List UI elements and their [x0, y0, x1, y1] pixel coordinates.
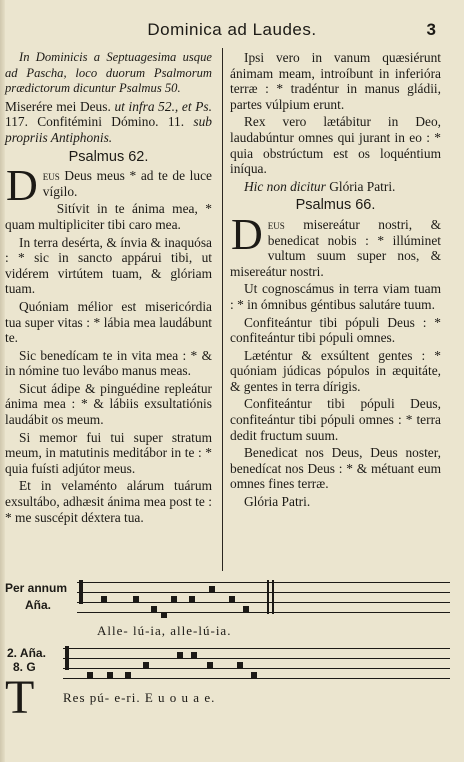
staff-line [63, 648, 450, 649]
psalm-verse: Confiteántur tibi pópuli Deus : * confiteántur tibi pópuli omnes. [230, 314, 441, 346]
rubric-ref: ut infra 52., et [114, 98, 192, 114]
gloria-rubric: Hic non dicitur [244, 178, 326, 194]
psalm-verse: In terra desérta, & ínvia & inaquósa : * sic in sancto appárui tibi, ut vidérem virtútem tuam, & glóriam tuam. [5, 234, 212, 297]
antiphon-label: Per annum [5, 581, 68, 595]
chant-note [237, 662, 243, 668]
chant-note [251, 672, 257, 678]
staff-line [63, 658, 450, 659]
psalm-verse: Si memor fui tui super stratum meum, in matutinis meditábor in te : * quia fuísti adjútor meus. [5, 429, 212, 476]
psalm-verse: Glória Patri. [244, 494, 311, 510]
psalm-verse: Confiteántur tibi pópuli Deus, confiteántur tibi pópuli omnes : * terra dedit fructum suum. [230, 396, 441, 443]
column-divider [222, 48, 223, 571]
left-column [5, 50, 212, 527]
chant-note [87, 672, 93, 678]
first-word-smallcaps: eus [267, 216, 285, 232]
chant-note [177, 652, 183, 658]
chant-note [229, 596, 235, 602]
chant-note [161, 612, 167, 618]
chant-note [133, 596, 139, 602]
chant-lyrics: Res pú- e-ri. E u o u a e. [63, 690, 216, 705]
staff-line [77, 592, 450, 593]
first-word-smallcaps: eus [42, 168, 60, 184]
chant-note [143, 662, 149, 668]
rubric-antiphon-note: sub propriis Antiphonis. [5, 114, 212, 145]
gloria-text: Glória Patri. [329, 178, 396, 194]
staff-line [63, 668, 450, 669]
clef-mark [65, 646, 69, 670]
chant-note [189, 596, 195, 602]
chant-note [243, 606, 249, 612]
psalm-verse: Læténtur & exsúltent gentes : * quóniam júdicas pópulos in æquitáte, & gentes in terra dírigis. [230, 347, 441, 394]
drop-cap-initial: D [231, 209, 263, 259]
bar-line [267, 580, 269, 614]
chant-note [191, 652, 197, 658]
antiphon-number: 2. Aña. [7, 646, 46, 660]
chant-note [101, 596, 107, 602]
psalm-verse: Sitívit in te ánima mea, * quam multipliciter tibi caro mea. [5, 201, 212, 232]
drop-cap-initial: D [6, 161, 38, 211]
psalm-66-first-verse [230, 209, 441, 279]
psalm-verse: Ut cognoscámus in terra viam tuam : * in ómnibus géntibus salutáre tuum. [230, 281, 441, 312]
chant-initial: T [5, 671, 35, 724]
psalm-verse: Quóniam mélior est misericórdia tua super vitas : * lábia mea laudábunt te. [5, 298, 212, 346]
chant-notation [5, 578, 450, 724]
psalm-62-first-verse [5, 161, 212, 211]
right-column [230, 50, 441, 512]
psalm-verse: Ipsi vero in vanum quæsiérunt ánimam meam, introíbunt in inferióra terræ : * tradéntur in manus gládii, partes vúlpium erunt. [230, 50, 441, 112]
mode-label: 8. G [13, 660, 36, 674]
chant-note [125, 672, 131, 678]
rubric-ps: Ps. [195, 98, 212, 114]
chant-note [107, 672, 113, 678]
page-title: Dominica ad Laudes. [147, 20, 317, 39]
psalm-50-incipit: Miserére mei Deus. [5, 98, 111, 114]
staff-line [77, 602, 450, 603]
page-header [0, 20, 464, 44]
staff-line [77, 612, 450, 613]
psalm-62-title: Psalmus 62. [68, 148, 149, 165]
clef-mark [79, 580, 83, 604]
gloria-rubric-line [230, 179, 441, 195]
chant-note [207, 662, 213, 668]
rubric-note: In Dominicis a Septuagesima usque ad Pascha, loco duorum Psalmorum prædictorum dicuntur Psalmus 50. [5, 50, 212, 96]
first-verse-text: misereátur nostri, & benedicat nobis : * illúminet vultum suum super nos, & misereátur nostri. [230, 216, 441, 279]
staff-line [63, 678, 450, 679]
chant-lyrics: Alle- lú-ia, alle-lú-ia. [97, 623, 232, 638]
psalm-66-title: Psalmus 66. [295, 197, 376, 214]
psalm-verse: Et in velaménto alárum tuárum exsultábo, adhæsit ánima mea post te : * me suscépit déxtera tua. [5, 478, 212, 525]
psalm-117-incipit: 117. Confitémini Dómino. 11. [5, 114, 185, 130]
antiphon-abbrev: Aña. [25, 598, 52, 612]
bar-line [272, 580, 274, 614]
chant-note [171, 596, 177, 602]
psalm-verse: Rex vero lætábitur in Deo, laudabúntur omnes qui jurant in eo : * quia obstrúctum est os loquéntium iníqua. [230, 114, 441, 177]
psalm-verse: Sicut ádipe & pinguédine repleátur ánima mea : * & lábiis exsultatiónis laudábit os meum. [5, 380, 212, 428]
page-number: 3 [426, 20, 436, 39]
first-verse-text: Deus meus * ad te de luce vígilo. [42, 168, 212, 199]
chant-note [151, 606, 157, 612]
staff-line [77, 582, 450, 583]
psalm-verse: Sic benedícam te in vita mea : * & in nómine tuo levábo manus meas. [5, 347, 212, 379]
psalm-verse: Benedicat nos Deus, Deus noster, benedícat nos Deus : * & métuant eum omnes fines terræ. [230, 445, 441, 492]
chant-note [209, 586, 215, 592]
rubric-note-2 [5, 99, 212, 146]
